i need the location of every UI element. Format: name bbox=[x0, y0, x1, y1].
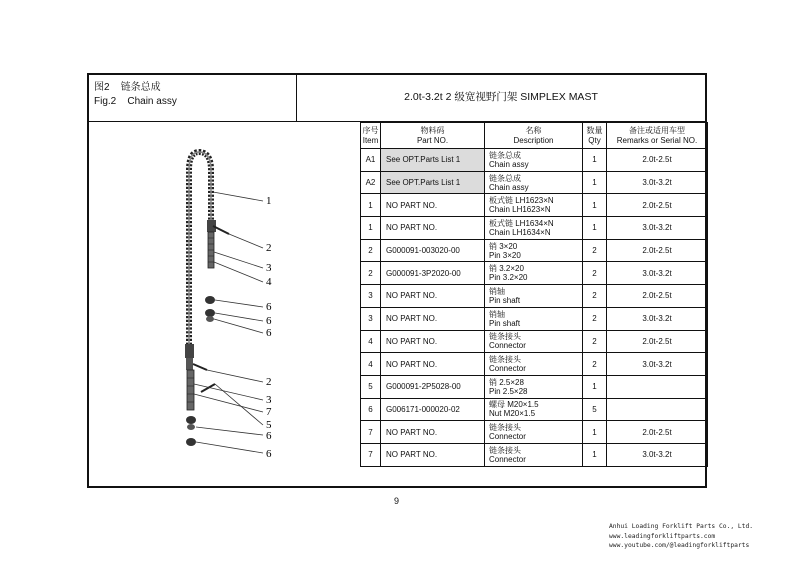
company-youtube: www.youtube.com/@leadingforkliftparts bbox=[609, 542, 750, 549]
callout-3-upper: 3 bbox=[266, 262, 272, 274]
chain-diagram-svg bbox=[89, 122, 361, 488]
parts-table-header bbox=[361, 123, 708, 149]
cell-description: 链条接头 Connector bbox=[485, 443, 583, 466]
cell-description: 螺母 M20×1.5 Nut M20×1.5 bbox=[485, 398, 583, 421]
cell-item: A2 bbox=[361, 171, 381, 194]
cell-remarks: 2.0t-2.5t bbox=[607, 421, 708, 444]
cell-item: A1 bbox=[361, 149, 381, 172]
cell-remarks: 3.0t-3.2t bbox=[607, 353, 708, 376]
cell-description: 链条接头 Connector bbox=[485, 353, 583, 376]
cell-item: 4 bbox=[361, 330, 381, 353]
header-remarks: 备注或适用车型 Remarks or Serial NO. bbox=[607, 123, 708, 149]
company-footer bbox=[609, 522, 753, 551]
cell-qty: 1 bbox=[583, 149, 607, 172]
figure-header bbox=[89, 75, 705, 122]
table-row bbox=[361, 398, 708, 421]
cell-remarks: 2.0t-2.5t bbox=[607, 330, 708, 353]
cell-description: 销 3×20 Pin 3×20 bbox=[485, 239, 583, 262]
table-row bbox=[361, 149, 708, 172]
chain-assembly-diagram bbox=[89, 122, 361, 488]
lower-connector bbox=[185, 344, 194, 358]
callout-2-upper: 2 bbox=[266, 242, 272, 254]
callout-6-e: 6 bbox=[266, 448, 272, 460]
cell-part-no: G000091-003020-00 bbox=[381, 239, 485, 262]
cell-qty: 2 bbox=[583, 239, 607, 262]
figure-caption-cn: 图2 链条总成 bbox=[94, 82, 161, 93]
cell-part-no: NO PART NO. bbox=[381, 330, 485, 353]
page-number: 9 bbox=[393, 496, 399, 506]
lower-nut-2 bbox=[186, 438, 196, 446]
table-row bbox=[361, 330, 708, 353]
cell-qty: 2 bbox=[583, 262, 607, 285]
cell-part-no: See OPT.Parts List 1 bbox=[381, 171, 485, 194]
cell-description: 链条接头 Connector bbox=[485, 421, 583, 444]
cell-item: 6 bbox=[361, 398, 381, 421]
cell-qty: 2 bbox=[583, 307, 607, 330]
callout-6-d: 6 bbox=[266, 430, 272, 442]
callout-6-a: 6 bbox=[266, 301, 272, 313]
header-description: 名称 Description bbox=[485, 123, 583, 149]
cell-remarks bbox=[607, 398, 708, 421]
callout-6-c: 6 bbox=[266, 327, 272, 339]
cell-qty: 1 bbox=[583, 375, 607, 398]
cell-qty: 2 bbox=[583, 353, 607, 376]
cell-part-no: NO PART NO. bbox=[381, 443, 485, 466]
cell-part-no: NO PART NO. bbox=[381, 194, 485, 217]
cell-qty: 1 bbox=[583, 194, 607, 217]
figure-caption-en: Fig.2 Chain assy bbox=[94, 96, 177, 107]
cell-qty: 2 bbox=[583, 285, 607, 308]
cell-remarks: 3.0t-3.2t bbox=[607, 262, 708, 285]
cell-qty: 5 bbox=[583, 398, 607, 421]
cell-description: 销 2.5×28 Pin 2.5×28 bbox=[485, 375, 583, 398]
upper-nut-1 bbox=[205, 296, 215, 304]
cell-item: 3 bbox=[361, 307, 381, 330]
cell-qty: 1 bbox=[583, 443, 607, 466]
cell-remarks: 3.0t-3.2t bbox=[607, 217, 708, 240]
lower-anchor-bolt bbox=[187, 370, 194, 410]
cell-description: 销轴 Pin shaft bbox=[485, 285, 583, 308]
callout-3-lower: 3 bbox=[266, 394, 272, 406]
cell-description: 销轴 Pin shaft bbox=[485, 307, 583, 330]
cell-item: 1 bbox=[361, 194, 381, 217]
table-row bbox=[361, 239, 708, 262]
cell-remarks: 2.0t-2.5t bbox=[607, 239, 708, 262]
cell-part-no: NO PART NO. bbox=[381, 217, 485, 240]
table-row bbox=[361, 353, 708, 376]
table-row bbox=[361, 375, 708, 398]
cell-part-no: NO PART NO. bbox=[381, 307, 485, 330]
mast-title: 2.0t-3.2t 2 级宽视野门架 SIMPLEX MAST bbox=[404, 91, 598, 103]
cell-qty: 1 bbox=[583, 421, 607, 444]
header-item: 序号 Item bbox=[361, 123, 381, 149]
cell-qty: 2 bbox=[583, 330, 607, 353]
company-name: Anhui Loading Forklift Parts Co., Ltd. bbox=[609, 523, 754, 530]
lower-pin bbox=[193, 364, 207, 370]
header-part-no: 物料码 Part NO. bbox=[381, 123, 485, 149]
parts-page-frame bbox=[87, 73, 707, 488]
header-qty: 数量 Qty bbox=[583, 123, 607, 149]
upper-washer bbox=[206, 316, 214, 322]
lower-nut-1 bbox=[186, 416, 196, 424]
cell-remarks: 2.0t-2.5t bbox=[607, 194, 708, 217]
cell-item: 7 bbox=[361, 421, 381, 444]
cell-part-no: G000091-3P2020-00 bbox=[381, 262, 485, 285]
table-row bbox=[361, 421, 708, 444]
cell-item: 7 bbox=[361, 443, 381, 466]
cell-qty: 1 bbox=[583, 171, 607, 194]
callout-6-b: 6 bbox=[266, 315, 272, 327]
table-row bbox=[361, 194, 708, 217]
cell-remarks: 2.0t-2.5t bbox=[607, 149, 708, 172]
upper-nut-2 bbox=[205, 309, 215, 317]
figure-caption bbox=[89, 75, 297, 121]
cell-remarks: 3.0t-3.2t bbox=[607, 171, 708, 194]
cell-part-no: NO PART NO. bbox=[381, 353, 485, 376]
cell-item: 5 bbox=[361, 375, 381, 398]
callout-1: 1 bbox=[266, 195, 272, 207]
table-row bbox=[361, 171, 708, 194]
cell-part-no: NO PART NO. bbox=[381, 421, 485, 444]
callout-7: 7 bbox=[266, 406, 272, 418]
cell-description: 链条接头 Connector bbox=[485, 330, 583, 353]
table-row bbox=[361, 262, 708, 285]
cell-remarks bbox=[607, 375, 708, 398]
company-website: www.leadingforkliftparts.com bbox=[609, 532, 716, 540]
cell-description: 链条总成 Chain assy bbox=[485, 149, 583, 172]
cell-remarks: 3.0t-3.2t bbox=[607, 307, 708, 330]
callout-5: 5 bbox=[266, 419, 272, 431]
cell-description: 板式链 LH1634×N Chain LH1634×N bbox=[485, 217, 583, 240]
parts-table bbox=[360, 122, 708, 467]
cell-item: 4 bbox=[361, 353, 381, 376]
lower-link bbox=[186, 358, 193, 370]
cell-qty: 1 bbox=[583, 217, 607, 240]
callout-2-lower: 2 bbox=[266, 376, 272, 388]
cell-remarks: 2.0t-2.5t bbox=[607, 285, 708, 308]
cell-description: 销 3.2×20 Pin 3.2×20 bbox=[485, 262, 583, 285]
cell-description: 链条总成 Chain assy bbox=[485, 171, 583, 194]
cell-description: 板式链 LH1623×N Chain LH1623×N bbox=[485, 194, 583, 217]
cell-item: 2 bbox=[361, 262, 381, 285]
table-row bbox=[361, 443, 708, 466]
cell-remarks: 3.0t-3.2t bbox=[607, 443, 708, 466]
table-row bbox=[361, 217, 708, 240]
table-row bbox=[361, 285, 708, 308]
cell-item: 3 bbox=[361, 285, 381, 308]
cell-item: 1 bbox=[361, 217, 381, 240]
cell-part-no: G006171-000020-02 bbox=[381, 398, 485, 421]
cell-part-no: See OPT.Parts List 1 bbox=[381, 149, 485, 172]
callout-4: 4 bbox=[266, 276, 272, 288]
cell-part-no: NO PART NO. bbox=[381, 285, 485, 308]
table-row bbox=[361, 307, 708, 330]
cell-part-no: G000091-2P5028-00 bbox=[381, 375, 485, 398]
cell-item: 2 bbox=[361, 239, 381, 262]
lower-washer bbox=[187, 424, 195, 430]
